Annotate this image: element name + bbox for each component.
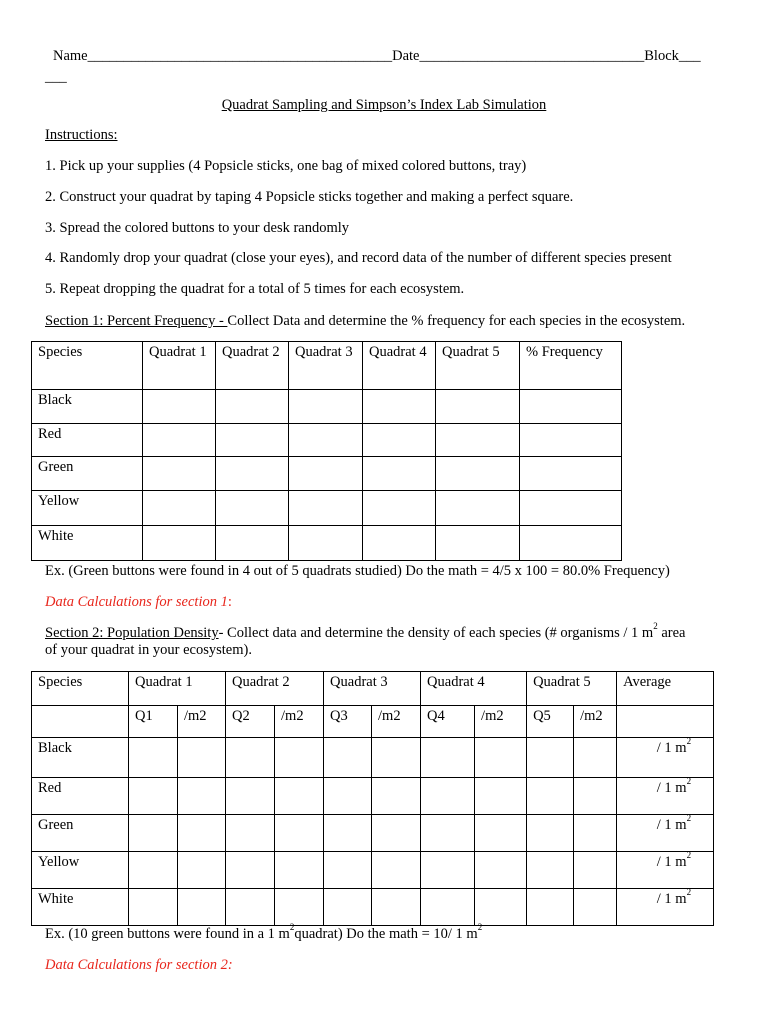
average-cell[interactable]: [617, 778, 714, 815]
data-cell[interactable]: [574, 738, 617, 778]
instruction-step: 4. Randomly drop your quadrat (close your eyes), and record data of the number of different species present: [45, 250, 672, 266]
unit-label: / 1 m: [656, 817, 687, 833]
column-header: Species: [32, 672, 129, 706]
data-cell[interactable]: [574, 889, 617, 926]
data-cell[interactable]: [436, 526, 520, 561]
data-cell[interactable]: [289, 390, 363, 424]
instruction-step: 2. Construct your quadrat by taping 4 Popsicle sticks together and making a perfect square.: [45, 189, 574, 205]
data-cell[interactable]: [520, 424, 622, 457]
data-cell[interactable]: [289, 491, 363, 526]
column-header: Quadrat 4: [363, 342, 436, 390]
species-label: White: [32, 889, 129, 926]
subcolumn-header: /m2: [574, 706, 617, 738]
column-header: Quadrat 5: [527, 672, 617, 706]
data-cell[interactable]: [129, 889, 178, 926]
instruction-step: 3. Spread the colored buttons to your desk randomly: [45, 220, 350, 236]
data-cell[interactable]: [226, 778, 275, 815]
data-cell[interactable]: [527, 778, 574, 815]
data-cell[interactable]: [475, 889, 527, 926]
data-cell[interactable]: [275, 778, 324, 815]
section1-text: Collect Data and determine the % frequency for each species in the ecosystem.: [227, 313, 686, 329]
species-label: Red: [32, 778, 129, 815]
subcolumn-header: Q5: [527, 706, 574, 738]
data-cell[interactable]: [527, 889, 574, 926]
data-cell[interactable]: [178, 815, 226, 852]
data-cell[interactable]: [178, 889, 226, 926]
subcolumn-header: Q1: [129, 706, 178, 738]
block-field[interactable]: ___: [678, 48, 701, 64]
data-cell[interactable]: [372, 738, 421, 778]
data-cell[interactable]: [475, 852, 527, 889]
data-cell[interactable]: [129, 778, 178, 815]
data-cell[interactable]: [574, 852, 617, 889]
example-text: Ex. (10 green buttons were found in a 1 m: [45, 926, 290, 942]
data-cell[interactable]: [324, 778, 372, 815]
column-header: Quadrat 2: [226, 672, 324, 706]
data-cell[interactable]: [574, 778, 617, 815]
superscript: 2: [686, 736, 692, 747]
data-cell[interactable]: [475, 738, 527, 778]
column-header: Quadrat 3: [324, 672, 421, 706]
data-cell[interactable]: [178, 778, 226, 815]
data-cell[interactable]: [363, 390, 436, 424]
data-cell[interactable]: [421, 738, 475, 778]
data-cell[interactable]: [226, 738, 275, 778]
data-cell[interactable]: [436, 390, 520, 424]
data-cell[interactable]: [475, 778, 527, 815]
data-cell[interactable]: [363, 457, 436, 491]
table-subheader-row: [32, 706, 714, 738]
superscript: 2: [477, 922, 483, 933]
data-cell[interactable]: [520, 457, 622, 491]
data-cell[interactable]: [527, 815, 574, 852]
table-row: [32, 491, 622, 526]
section1-calc-text: Data Calculations for section 1: [45, 594, 228, 610]
data-cell[interactable]: [372, 778, 421, 815]
column-header: Quadrat 2: [216, 342, 289, 390]
data-cell[interactable]: [324, 889, 372, 926]
data-cell[interactable]: [475, 815, 527, 852]
data-cell[interactable]: [178, 738, 226, 778]
table-header-row: [32, 342, 622, 390]
subcolumn-header: /m2: [178, 706, 226, 738]
section1-heading-line: [45, 313, 685, 330]
data-cell[interactable]: [226, 852, 275, 889]
section1-table: [31, 341, 622, 561]
average-cell[interactable]: [617, 815, 714, 852]
date-field[interactable]: _______________________________: [419, 48, 645, 64]
subcolumn-header: Q3: [324, 706, 372, 738]
species-label: Green: [32, 457, 143, 491]
column-header: % Frequency: [520, 342, 622, 390]
data-cell[interactable]: [372, 815, 421, 852]
species-label: Green: [32, 815, 129, 852]
section2-text: - Collect data and determine the density of each species (# organisms / 1 m: [218, 625, 654, 641]
column-header: Quadrat 4: [421, 672, 527, 706]
column-header: Quadrat 1: [129, 672, 226, 706]
unit-label: / 1 m: [656, 854, 687, 870]
data-cell[interactable]: [520, 390, 622, 424]
superscript: 2: [289, 922, 295, 933]
data-cell[interactable]: [372, 889, 421, 926]
data-cell[interactable]: [324, 738, 372, 778]
data-cell[interactable]: [574, 815, 617, 852]
subcolumn-header: Q2: [226, 706, 275, 738]
data-cell[interactable]: [520, 491, 622, 526]
data-cell[interactable]: [520, 526, 622, 561]
instruction-step: 1. Pick up your supplies (4 Popsicle sticks, one bag of mixed colored buttons, tray): [45, 158, 527, 174]
data-cell[interactable]: [226, 889, 275, 926]
name-label: Name: [53, 48, 88, 64]
data-cell[interactable]: [143, 457, 216, 491]
section2-example: [45, 922, 483, 943]
table-row: [32, 778, 714, 815]
date-label: Date: [392, 48, 420, 64]
data-cell[interactable]: [436, 457, 520, 491]
table-row: [32, 852, 714, 889]
average-cell[interactable]: [617, 738, 714, 778]
section2-calc-label: Data Calculations for section 2:: [45, 957, 233, 973]
header-line: [53, 48, 701, 65]
section1-heading: Section 1: Percent Frequency -: [45, 313, 228, 329]
unit-label: / 1 m: [656, 780, 687, 796]
data-cell[interactable]: [216, 491, 289, 526]
example-text-end: quadrat) Do the math = 10/ 1 m: [294, 926, 478, 942]
column-header: Quadrat 5: [436, 342, 520, 390]
data-cell[interactable]: [216, 526, 289, 561]
superscript: 2: [653, 621, 658, 632]
subcolumn-header: Q4: [421, 706, 475, 738]
superscript: 2: [686, 776, 692, 787]
species-label: Yellow: [32, 491, 143, 526]
data-cell[interactable]: [421, 889, 475, 926]
data-cell[interactable]: [143, 491, 216, 526]
section1-example: Ex. (Green buttons were found in 4 out of 5 quadrats studied) Do the math = 4/5 x 100 = 80.0% Frequency): [45, 563, 670, 579]
superscript: 2: [686, 887, 692, 898]
block-label: Block: [644, 48, 679, 64]
data-cell[interactable]: [275, 738, 324, 778]
data-cell[interactable]: [275, 889, 324, 926]
table-row: [32, 738, 714, 778]
data-cell[interactable]: [143, 424, 216, 457]
data-cell[interactable]: [178, 852, 226, 889]
species-label: Red: [32, 424, 143, 457]
instruction-step: 5. Repeat dropping the quadrat for a total of 5 times for each ecosystem.: [45, 281, 465, 297]
data-cell[interactable]: [226, 815, 275, 852]
data-cell[interactable]: [372, 852, 421, 889]
data-cell[interactable]: [363, 424, 436, 457]
data-cell[interactable]: [527, 852, 574, 889]
data-cell[interactable]: [289, 457, 363, 491]
data-cell[interactable]: [129, 815, 178, 852]
data-cell[interactable]: [436, 491, 520, 526]
table-row: [32, 457, 622, 491]
table-header-row: [32, 672, 714, 706]
section2-table: [31, 671, 714, 926]
section2-heading: Section 2: Population Density: [45, 625, 219, 641]
data-cell[interactable]: [363, 526, 436, 561]
unit-label: / 1 m: [656, 891, 687, 907]
data-cell[interactable]: [143, 390, 216, 424]
data-cell[interactable]: [129, 852, 178, 889]
data-cell[interactable]: [527, 738, 574, 778]
data-cell[interactable]: [216, 457, 289, 491]
column-header: Species: [32, 342, 143, 390]
data-cell[interactable]: [324, 815, 372, 852]
data-cell[interactable]: [216, 424, 289, 457]
data-cell[interactable]: [289, 424, 363, 457]
superscript: 2: [686, 813, 692, 824]
data-cell[interactable]: [289, 526, 363, 561]
table-row: [32, 526, 622, 561]
block-field-continuation[interactable]: ___: [45, 69, 67, 85]
unit-label: / 1 m: [656, 740, 687, 756]
species-label: White: [32, 526, 143, 561]
instructions-heading: Instructions:: [45, 127, 118, 143]
data-cell[interactable]: [324, 852, 372, 889]
section2-text-end: area: [657, 625, 686, 641]
data-cell[interactable]: [436, 424, 520, 457]
species-label: Black: [32, 390, 143, 424]
data-cell[interactable]: [421, 852, 475, 889]
section2-heading-line: [45, 621, 686, 642]
data-cell[interactable]: [129, 738, 178, 778]
table-row: [32, 390, 622, 424]
data-cell[interactable]: [143, 526, 216, 561]
name-field[interactable]: __________________________________________: [87, 48, 393, 64]
superscript: 2: [686, 850, 692, 861]
page-title: Quadrat Sampling and Simpson’s Index Lab Simulation: [221, 97, 547, 113]
species-label: Yellow: [32, 852, 129, 889]
data-cell[interactable]: [421, 815, 475, 852]
column-header: Average: [617, 672, 714, 706]
data-cell[interactable]: [275, 852, 324, 889]
column-header: Quadrat 3: [289, 342, 363, 390]
table-row: [32, 424, 622, 457]
table-row: [32, 815, 714, 852]
average-cell[interactable]: [617, 889, 714, 926]
empty-cell: [617, 706, 714, 738]
subcolumn-header: /m2: [372, 706, 421, 738]
section1-calc-colon: :: [227, 594, 232, 610]
data-cell[interactable]: [363, 491, 436, 526]
data-cell[interactable]: [216, 390, 289, 424]
subcolumn-header: /m2: [475, 706, 527, 738]
data-cell[interactable]: [421, 778, 475, 815]
section1-calc-label: [45, 594, 232, 611]
empty-cell: [32, 706, 129, 738]
column-header: Quadrat 1: [143, 342, 216, 390]
data-cell[interactable]: [275, 815, 324, 852]
average-cell[interactable]: [617, 852, 714, 889]
subcolumn-header: /m2: [275, 706, 324, 738]
table-row: [32, 889, 714, 926]
section2-text-line2: of your quadrat in your ecosystem).: [45, 642, 252, 658]
species-label: Black: [32, 738, 129, 778]
